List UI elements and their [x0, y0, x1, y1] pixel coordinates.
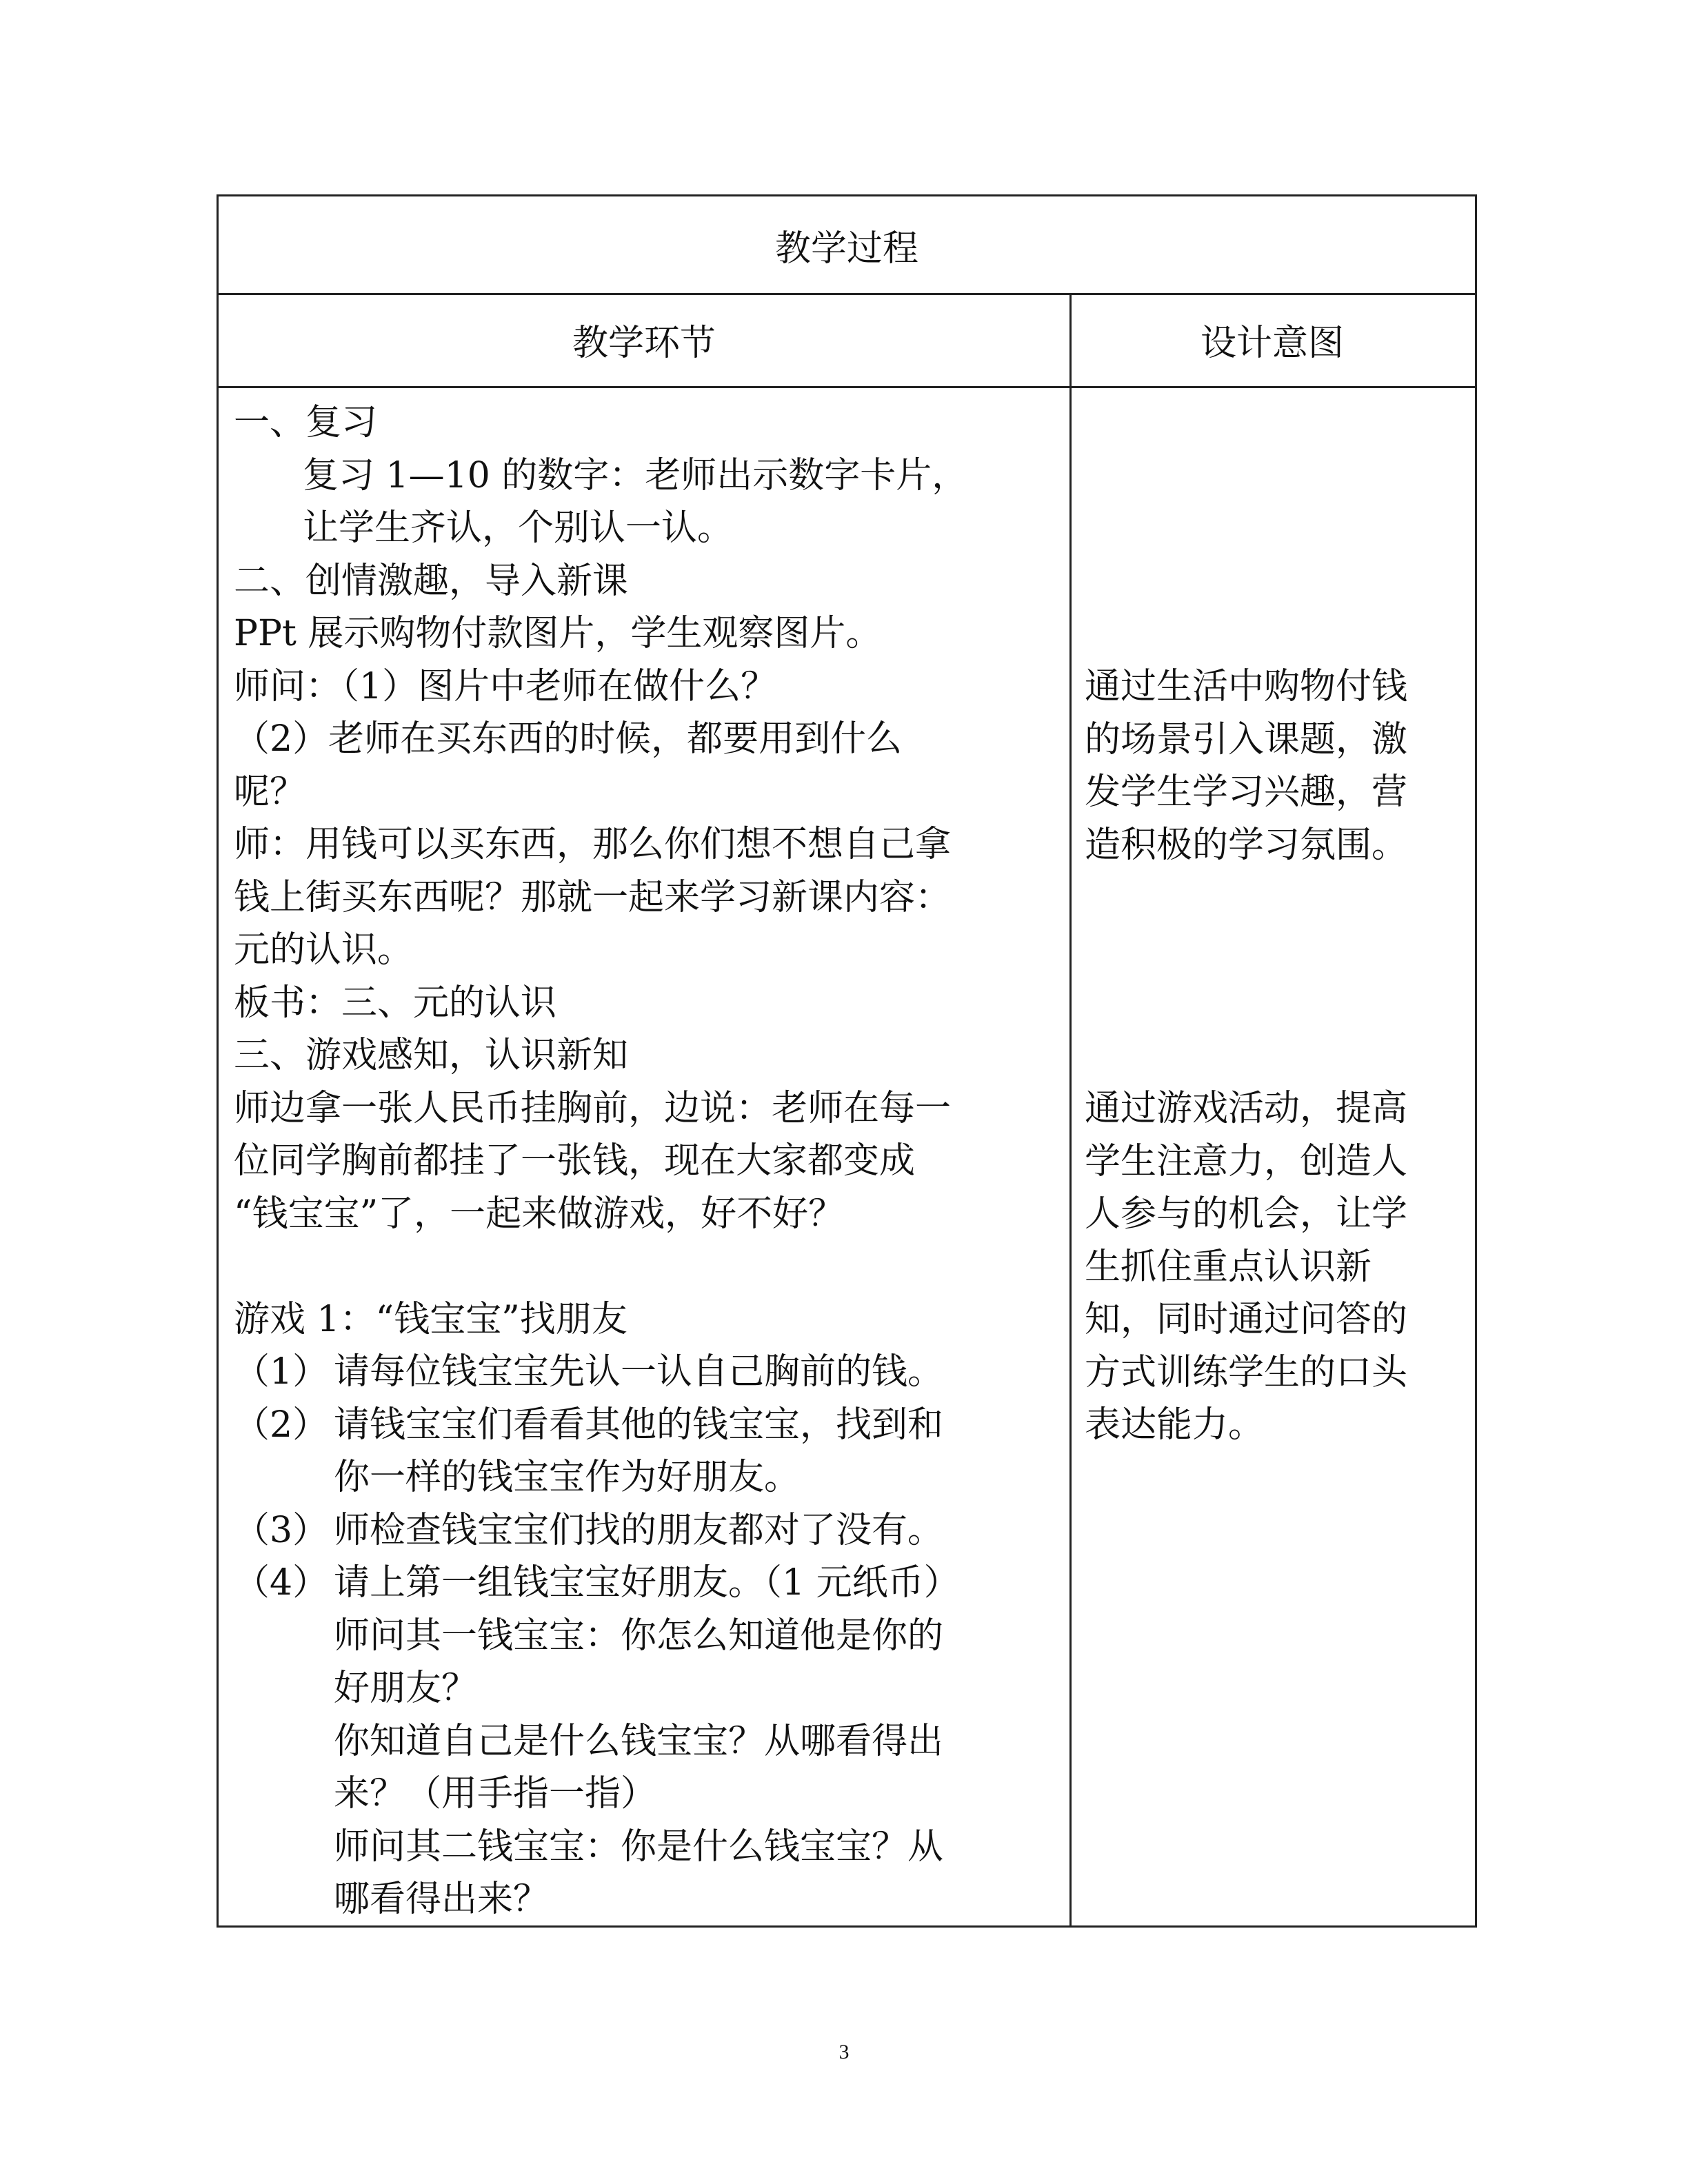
text-line: 让学生齐认，个别认一认。	[303, 507, 734, 549]
game-title: 游戏 1：“钱宝宝”找朋友	[234, 1298, 627, 1340]
step-number: （3）	[234, 1509, 329, 1551]
step-text: 请每位钱宝宝先认一认自己胸前的钱。	[334, 1351, 944, 1393]
intent-line: 人参与的机会，让学	[1085, 1193, 1408, 1235]
intent-line: 通过游戏活动，提高	[1085, 1088, 1408, 1129]
section-heading-intro: 二、创情激趣，导入新课	[234, 560, 629, 602]
step-number: （4）	[234, 1562, 329, 1604]
header-design-intent: 设计意图	[1200, 323, 1344, 364]
dialogue-line: 来？（用手指一指）	[334, 1773, 657, 1814]
text-line: 板书：三、元的认识	[234, 982, 557, 1024]
intent-line: 发学生学习兴趣，营	[1085, 771, 1408, 813]
blank-line	[234, 1240, 1061, 1293]
design-intent-2	[1085, 1082, 1467, 1452]
design-intent-1	[1085, 660, 1467, 871]
teaching-steps-cell	[234, 396, 1061, 1926]
intent-line: 表达能力。	[1085, 1404, 1265, 1446]
dialogue-line: 师问其二钱宝宝：你是什么钱宝宝？从	[334, 1826, 944, 1868]
table-title: 教学过程	[219, 196, 1475, 295]
column-divider	[1069, 293, 1072, 1925]
text-line: 钱上街买东西呢？那就一起来学习新课内容：	[234, 876, 952, 918]
intent-line: 通过生活中购物付钱	[1085, 666, 1408, 707]
intent-line: 方式训练学生的口头	[1085, 1351, 1408, 1393]
game-step	[234, 1346, 1061, 1399]
dialogue-line: 你知道自己是什么钱宝宝？从哪看得出	[334, 1720, 944, 1762]
table-header-row	[219, 293, 1475, 388]
game-step	[234, 1557, 1061, 1610]
text-line: 元的认识。	[234, 929, 414, 971]
text-line: “钱宝宝”了，一起来做游戏，好不好？	[234, 1193, 845, 1235]
text-line: 师：用钱可以买东西，那么你们想不想自己拿	[234, 824, 952, 865]
lesson-table	[217, 194, 1477, 1928]
dialogue-line: 师问其一钱宝宝：你怎么知道他是你的	[334, 1615, 944, 1657]
step-text: 你一样的钱宝宝作为好朋友。	[334, 1457, 801, 1498]
text-line: 位同学胸前都挂了一张钱，现在大家都变成	[234, 1140, 916, 1182]
game-step	[234, 1399, 1061, 1452]
step-text: 请上第一组钱宝宝好朋友。（1 元纸币）	[334, 1562, 960, 1604]
step-text: 请钱宝宝们看看其他的钱宝宝，找到和	[334, 1404, 944, 1446]
step-text: 师检查钱宝宝们找的朋友都对了没有。	[334, 1509, 944, 1551]
text-line: 师问：（1）图片中老师在做什么？	[234, 665, 777, 707]
step-number: （2）	[234, 1404, 329, 1446]
intent-line: 造积极的学习氛围。	[1085, 824, 1408, 866]
game-step	[234, 1504, 1061, 1557]
text-line: （2）老师在买东西的时候，都要用到什么	[234, 718, 903, 760]
step-number: （1）	[234, 1351, 329, 1393]
intent-line: 知，同时通过问答的	[1085, 1299, 1408, 1340]
text-line: PPt 展示购物付款图片，学生观察图片。	[234, 613, 882, 654]
intent-line: 的场景引入课题，激	[1085, 718, 1408, 760]
page-number: 3	[838, 2041, 850, 2063]
dialogue-line: 哪看得出来？	[334, 1879, 550, 1920]
dialogue-line: 好朋友？	[334, 1668, 478, 1709]
text-line: 呢？	[234, 771, 306, 813]
text-line: 师边拿一张人民币挂胸前，边说：老师在每一	[234, 1087, 952, 1129]
intent-line: 学生注意力，创造人	[1085, 1140, 1408, 1182]
text-line: 复习 1—10 的数字：老师出示数字卡片，	[303, 454, 968, 496]
section-heading-review: 一、复习	[234, 402, 378, 443]
intent-line: 生抓住重点认识新	[1085, 1246, 1372, 1288]
section-heading-game: 三、游戏感知，认识新知	[234, 1035, 629, 1076]
header-teaching-steps: 教学环节	[572, 323, 716, 364]
game-step-continued	[234, 1451, 1061, 1504]
